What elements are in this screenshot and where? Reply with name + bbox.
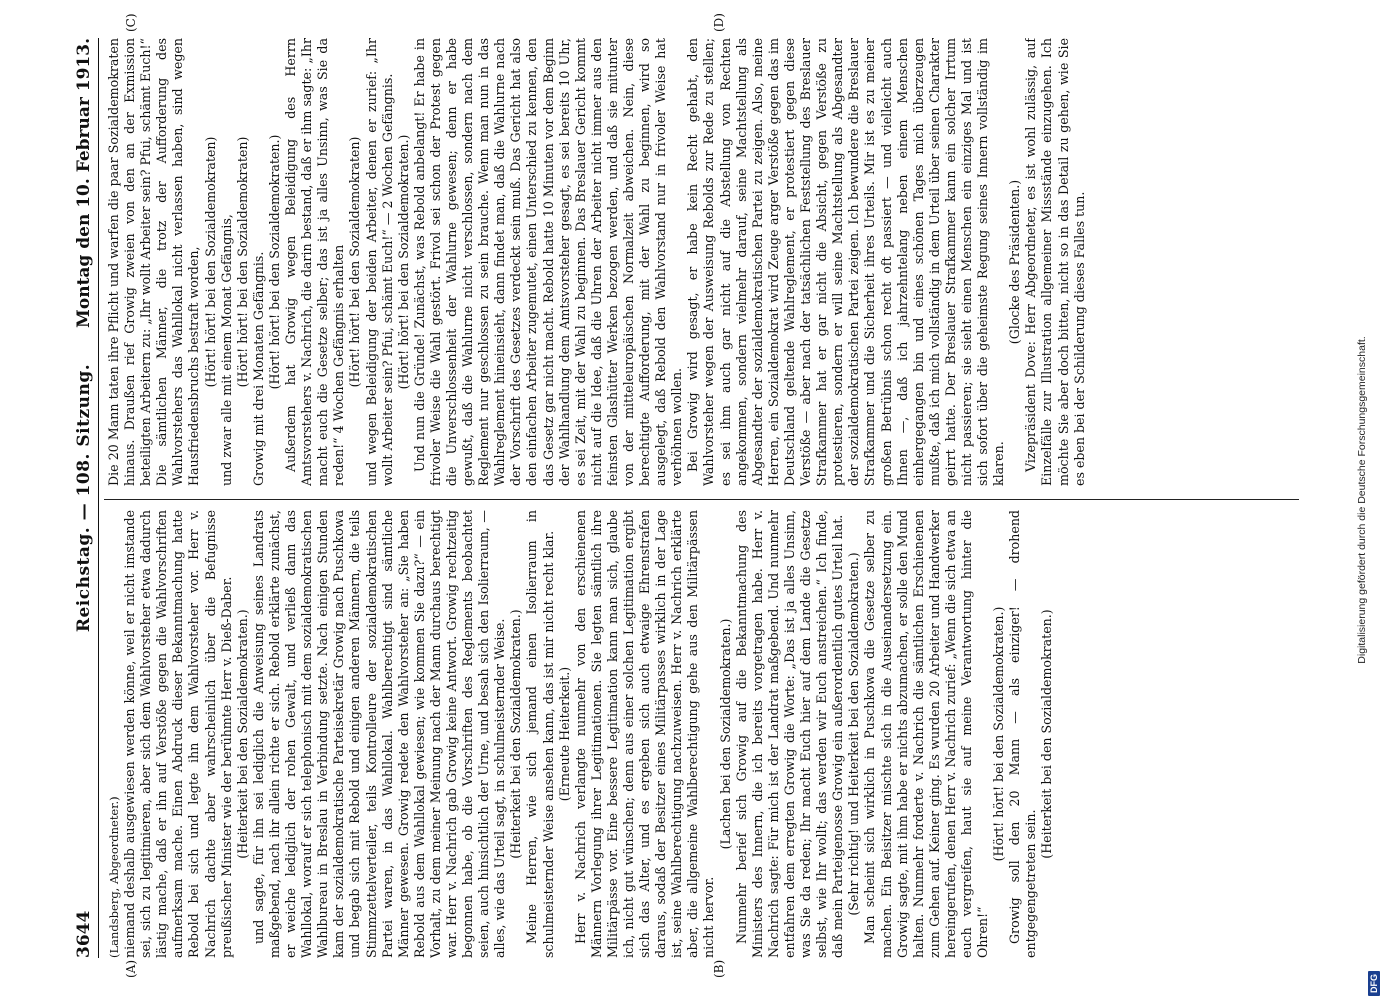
paragraph: Vizepräsident Dove: Herr Abgeordneter, es ist wohl zulässig, auf Einzelfälle zur Illustration allgemeiner Missstände einzugehen. Ich möchte Sie aber doch bitten, nicht so in das Detail zu gehen, wie Sie es eben bei der Schilderung dieses Falles tun. xyxy=(1023,38,1087,486)
speaker-line: (Landsberg, Abgeordneter.) xyxy=(107,796,121,958)
paragraph: Meine Herren, wie sich jemand einen Isolierraum in schulmeisternder Weise ansehen kann, das ist mir nicht recht klar. xyxy=(524,510,556,958)
interjection: und wegen Beleidigung der beiden Arbeiter, denen er zurief: „Ihr wollt Arbeiter sein? Pfui, schämt Euch!“ — 2 Wochen Gefängnis. xyxy=(363,38,395,486)
interjection: (Hört! hört! bei den Sozialdemokraten.) xyxy=(266,134,282,390)
interjection: (Hört! hört! bei den Sozialdemokraten) xyxy=(234,136,250,388)
column-divider xyxy=(104,499,1299,500)
paragraph: Außerdem hat Growig wegen Beleidigung des Herrn Amtsvorstehers v. Nachrich, die darin bestand, daß er ihm sagte: „Ihr macht euch die Gesetze selber; das ist ja alles Unsinn, was Sie da reden!“ 4 Wochen Gefängnis erhalten xyxy=(283,38,347,486)
interjection: (Sehr richtig! und Heiterkeit bei den Sozialdemokraten.) xyxy=(846,552,862,916)
paragraph: Nunmehr berief sich Growig auf die Bekanntmachung des Ministers des Innern, die ich bereits vorgetragen habe. Herr v. Nachrich sagte: Für mich ist der Landrat maßgebend. Und nunmehr entfahren dem erregten Growig die Worte: „Das ist ja alles Unsinn, was Sie da reden; Ihr macht Euch hier auf dem Lande die Gesetze selbst, wie Ihr wollt; das werden wir Euch anstreichen.“ Ich finde, daß mein Parteigenosse Growig ein außerordentlich gutes Urteil hat. xyxy=(733,510,846,958)
interjection: (Lachen bei den Sozialdemokraten.) xyxy=(717,618,733,850)
session-title: Reichstag. — 108. Sitzung. xyxy=(74,363,94,633)
margin-marker-a: (A) xyxy=(124,959,138,978)
margin-marker-b: (B) xyxy=(712,959,726,978)
left-text-column xyxy=(106,510,1296,958)
interjection: (Heiterkeit bei den Sozialdemokraten.) xyxy=(234,609,250,859)
page-header xyxy=(68,38,99,958)
paragraph: Growig soll den 20 Mann — als einziger! — drohend entgegengetreten sein. xyxy=(1007,510,1039,958)
interjection: (Hört! hört! bei den Sozialdemokraten.) xyxy=(395,134,411,390)
margin-marker-d: (D) xyxy=(712,13,726,32)
paragraph: Und nun die Gründe! Zunächst, was Rebold anbelangt! Er habe in frivoler Weise die Wahl gestört. Frivol sei schon der Protest gegen die Unverschlossenheit der Wahlurne gewesen; denn er habe gewußt, daß die Wahlurne nicht verschlossen, sondern nach dem Reglement nur geschlossen zu sein brauche. Wenn man nun in das Wahlreglement hineinsieht, dann findet man, daß die Wahlurne nach der Vorschrift des Gesetzes verdeckt sein muß. Das Gericht hat also den einfachen Arbeiter zugemutet, einen Unterschied zu kennen, den das Gesetz gar nicht macht. Rebold hatte 10 Minuten vor dem Beginn der Wahlhandlung dem Amtsvorsteher gesagt, es sei bereits 10 Uhr, es sei Zeit, mit der Wahl zu beginnen. Das Breslauer Gericht kommt nicht auf die Idee, daß die Uhren der Arbeiter nicht immer aus den feinsten Glashütter Werken bezogen werden, und daß sie mitunter von der mitteleuropäischen Normalzeit abweichen. Nein, diese berechtigte Aufforderung, mit der Wahl zu beginnen, wird so ausgelegt, daß Rebold den Wahlvorstand nur in frivoler Weise hat verhöhnen wollen. xyxy=(411,38,685,486)
interjection: und zwar alle mit einem Monat Gefängnis, xyxy=(218,214,234,486)
paragraph: Die 20 Mann taten ihre Pflicht und warfen die paar Sozialdemokraten hinaus. Draußen rief Growig zweien von den an der Exmission beteiligten Arbeitern zu: „Ihr wollt Arbeiter sein? Pfui, schämt Euch!“ Die sämtlichen Männer, die trotz der Aufforderung des Wahlvorstehers das Wahllokal nicht verlassen haben, sind wegen Hausfriedensbruchs bestraft worden, xyxy=(106,38,202,486)
interjection: (Heiterkeit bei den Sozialdemokraten.) xyxy=(508,609,524,859)
paragraph: Herr v. Nachrich verlangte nunmehr von den erschienenen Männern Vorlegung ihrer Legitimationen. Sie legten sämtlich ihre Militärpässe vor. Eine bessere Legitimation kann man sich, glaube ich, nicht gut wünschen; denn aus einer solchen Legitimation ergibt sich das Alter, und es ergeben sich auch etwaige Ehrenstrafen daraus, sodaß der Besitzer eines Militärpasses wirklich in der Lage ist, seine Wahlberechtigung nachzuweisen. Herr v. Nachrich erklärte aber, die allgemeine Wahlberechtigung gehe aus den Militärpässen nicht hervor. xyxy=(572,510,717,958)
interjection: (Hört! hört! bei den Sozialdemokraten) xyxy=(202,136,218,388)
page-number: 3644 xyxy=(74,910,94,958)
interjection: (Hört! hört! bei den Sozialdemokraten.) xyxy=(991,606,1007,862)
interjection: (Hört! hört! bei den Sozialdemokraten) xyxy=(347,136,363,388)
interjection: Growig mit drei Monaten Gefängnis. xyxy=(250,251,266,486)
digitization-note: Digitalisierung gefördert durch die Deutsche Forschungsgemeinschaft. xyxy=(1356,336,1368,664)
right-text-column xyxy=(106,38,1296,486)
dfg-logo: DFG xyxy=(1368,971,1380,996)
interjection: (Heiterkeit bei den Sozialdemokraten.) xyxy=(1039,609,1055,859)
paragraph: und sagte, für ihn sei lediglich die Anweisung seines Landrats maßgebend, nach ihr allein richte er sich. Rebold erklärte zunächst, er weiche lediglich der rohen Gewalt, und verließ dann das Wahllokal, worauf er sich telephonisch mit dem sozialdemokratischen Wahlbureau in Breslau in Verbindung setzte. Nach einigen Stunden kam der sozialdemokratische Parteisekretär Growig nach Puschkowa und begab sich mit Rebold und einigen anderen Männern, die teils Stimmzettelverteiler, teils Kontrolleure der sozialdemokratischen Partei waren, in das Wahllokal. Wahlberechtigt sind sämtliche Männer gewesen. Growig redete den Wahlvorsteher an: „Sie haben Rebold aus dem Wahllokal gewiesen; wie kommen Sie dazu?“ — ein Vorhalt, zu dem meiner Meinung nach der Mann durchaus berechtigt war. Herr v. Nachrich gab Growig keine Antwort. Growig rechtzeitig begonnen habe, ob die Vorschriften des Reglements beobachtet seien, auch hinsichtlich der Urne, und besah sich den Isolierraum, — alles, wie das Urteil sagt, in schulmeisternder Weise. xyxy=(250,510,508,958)
paragraph: Bei Growig wird gesagt, er habe kein Recht gehabt, den Wahlvorsteher wegen der Ausweisung Rebolds zur Rede zu stellen; es sei ihm auch gar nicht auf die Abstellung von Rechten angekommen, sondern vielmehr darauf, seine Machtstellung als Abgesandter der sozialdemokratischen Partei zu zeigen. Also, meine Herren, ein Sozialdemokrat wird Zeuge arger Verstöße gegen das im Deutschland geltende Wahlreglement, er protestiert gegen diese Verstöße — aber nach der tatsächlichen Feststellung des Breslauer Strafkammer hat er gar nicht die Absicht, gegen Verstöße zu protestieren, sondern er will seine Machtstellung als Abgesandter der sozialdemokratischen Partei zeigen. Ich bewundere die Breslauer Strafkammer und die Sicherheit ihres Urteils. Mir ist es zu meiner großen Betrübnis schon recht oft passiert — und vielleicht auch Ihnen —, daß ich jahrzehntelang neben einem Menschen einhergegangen bin und eines schönen Tages mich überzeugen mußte, daß ich mich vollständig in dem Urteil über seinen Charakter geirrt hatte. Der Breslauer Strafkammer kann ein solcher Irrtum nicht passieren; sie sieht einen Menschen ein einziges Mal und ist sich sofort über die geheimste Regung seines Innern vollständig im klaren. xyxy=(685,38,1007,486)
interjection: (Erneute Heiterkeit.) xyxy=(556,666,572,802)
margin-marker-c: (C) xyxy=(124,13,138,32)
session-date: Montag den 10. Februar 1913. xyxy=(74,38,94,328)
interjection: (Glocke des Präsidenten.) xyxy=(1007,179,1023,345)
paragraph: Man scheint sich wirklich in Puschkowa die Gesetze selber zu machen. Ein Beisitzer mischte sich in die Auseinandersetzung ein. Growig sagte, mit ihm habe er nichts abzumachen, er solle den Mund halten. Nunmehr forderte v. Nachrich die sämtlichen Erschienenen zum Gehen auf. Keiner ging. Es wurden 20 Arbeiter und Handwerker hereingerufen, denen Herr v. Nachrich zurief: „Wenn die sich etwa an euch vergreifen, haut sie auf meine Verantwortung hinter die Ohren!“ xyxy=(862,510,991,958)
paragraph: niemand deshalb ausgewiesen werden könne, weil er nicht imstande sei, sich zu legitimieren, aber sich dem Wahlvorsteher etwa dadurch lästig mache, daß er ihn auf Verstöße gegen die Wahlvorschriften aufmerksam mache. Einen Abdruck dieser Bekanntmachung hatte Rebold bei sich und legte ihn dem Wahlvorsteher vor. Herr v. Nachrich dachte aber wahrscheinlich über die Befugnisse preußischer Minister wie der berühmte Herr v. Dieß-Daber. xyxy=(122,510,234,958)
